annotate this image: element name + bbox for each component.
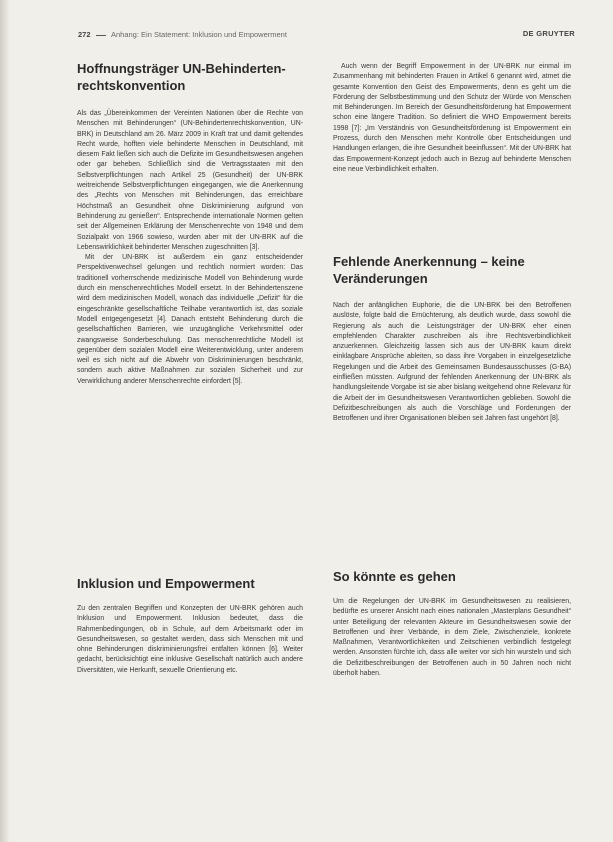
page-edge-shadow — [0, 0, 10, 842]
section-empowerment-continued — [333, 62, 571, 175]
section-heading-un-brk: Hoffnungsträger UN-Behinderten-rechtskonvention — [77, 61, 286, 93]
paragraph-so-koennte-es-gehen-1: Um die Regelungen der UN-BRK im Gesundheitswesen zu realisieren, bedürfte es unserer Ansicht nach eines nationalen „Masterplans Gesundheit“ unter Beteiligung der relevanten Akteure im Gesundheitswesen sowie der Betroffenen und ihrer Verbände, in dem Ziele, Zwischenziele, konkrete Maßnahmen, Verantwortlichkeiten und Zeitschienen verbindlich festgelegt werden. Ansonsten fürchte ich, dass alle weiter vor sich hin wursteln und sich die Defizitbeschreibungen der Betroffenen auch in 50 Jahren noch nicht überholt haben. — [333, 598, 571, 678]
section-heading-inklusion: Inklusion und Empowerment — [77, 576, 255, 591]
paragraph-fehlende-anerkennung-1: Nach der anfänglichen Euphorie, die die UN-BRK bei den Betroffenen auslöste, folgte bald die Ernüchterung, als deutlich wurde, dass sowohl die Regierung als auch die Leistungsträger der UN-BRK eher einen empfehlenden Charakter zuschreiben als ihre Rechtsverbindlichkeit anzuerkennen. Gleichzeitig lassen sich aus der UN-BRK kaum direkt einklagbare Ansprüche ableiten, so dass ihre Vorgaben in einzelgesetzliche Regelungen und die Arbeit des Gemeinsamen Bundesausschusses (G-BA) einfließen müssten. Aufgrund der fehlenden Anerkennung der UN-BRK als handlungsleitende Vorgabe ist sie aber bislang weitgehend ohne Relevanz für die Arbeit der im Gesundheitswesen Verantwortlichen geblieben. Sowohl die Defizitbeschreibungen als auch die Vorschläge und Forderungen der Betroffenen und ihrer Organisationen bleiben seit Jahren fast ungehört [8]. — [333, 302, 571, 423]
header-rule — [96, 35, 106, 36]
section-un-brk — [77, 60, 303, 387]
section-heading-so-koennte-es-gehen: So könnte es gehen — [333, 569, 456, 584]
paragraph-un-brk-2: Mit der UN-BRK ist außerdem ein ganz entscheidender Perspektivenwechsel gelungen und rechtlich normiert worden: Das traditionell vorherrschende medizinische Modell von Behinderung wurde durch ein menschenrechtliches Modell ersetzt. In der Behindertenszene wird dem medizinischen Modell, wonach das individuelle „Defizit“ für die eingeschränkte gesellschaftliche Teilhabe verantwortlich ist, das soziale Modell entgegengesetzt [4]. Danach entsteht Behinderung durch die gesellschaftlichen Barrieren, wie unzugängliche Verkehrsmittel oder zwangsweise Sonderbeschulung. Das menschenrechtliche Modell ist gegenüber dem sozialen Modell eine Weiterentwicklung, unter anderem weil es sich nicht auf die Abwehr von Diskriminierungen beschränkt, sondern auch aktive Maßnahmen zur sozialen Sicherheit und zur Verwirklichung anderer Menschenrechte einfordert [5]. — [77, 254, 303, 385]
running-title: Anhang: Ein Statement: Inklusion und Empowerment — [111, 30, 287, 39]
publisher-name: DE GRUYTER — [522, 29, 575, 38]
paragraph-empowerment: Auch wenn der Begriff Empowerment in der UN-BRK nur einmal im Zusammenhang mit behinderten Frauen in Artikel 6 genannt wird, atmet die gesamte Konvention den Geist des Empowerments, denn es geht um die Förderung der Selbstbestimmung und den Schutz der Würde von Menschen mit Behinderungen. Im Bereich der Gesundheitsförderung hat Empowerment schon eine längere Tradition. So definiert die WHO Empowerment bereits 1998 [7]: „Im Verständnis von Gesundheitsförderung ist Empowerment ein Prozess, durch den Menschen mehr Kontrolle über Entscheidungen und Handlungen erlangen, die ihre Gesundheit beeinflussen“. Mit der UN-BRK hat das Empowerment-Konzept jedoch auch in Bezug auf behinderte Menschen eine neue Verbindlichkeit erhalten. — [333, 63, 571, 173]
section-heading-fehlende-anerkennung: Fehlende Anerkennung – keine Veränderungen — [333, 254, 525, 286]
paragraph-un-brk-1: Als das „Übereinkommen der Vereinten Nationen über die Rechte von Menschen mit Behinderungen“ (UN-Behindertenrechtskonvention, UN-BRK) in Deutschland am 26. März 2009 in Kraft trat und damit geltendes Recht wurde, hofften viele behinderte Menschen in Deutschland, mit diesem Fakt ließen sich auch die Defizite im Gesundheitswesen angehen oder gar beheben. Schließlich sind die Vertragsstaaten mit den Selbstverpflichtungen nach Artikel 25 (Gesundheit) der UN-BRK weitreichende Selbstverpflichtungen eingegangen, wie die Anerkennung des „Rechts von Menschen mit Behinderungen, das erreichbare Höchstmaß an Gesundheit ohne Diskriminierung aufgrund von Behinderung zu genießen“. Entsprechende internationale Normen gelten seit der Allgemeinen Erklärung der Menschenrechte von 1948 und dem Sozialpakt von 1966 sowieso, wurden aber mit der UN-BRK auf die Lebenswirklichkeit behinderter Menschen zugeschnitten [3]. — [77, 110, 303, 251]
section-inklusion — [77, 575, 303, 676]
section-so-koennte-es-gehen — [333, 568, 571, 679]
running-head — [78, 28, 575, 42]
paragraph-inklusion-1: Zu den zentralen Begriffen und Konzepten der UN-BRK gehören auch Inklusion und Empowerment. Inklusion bedeutet, dass die Rahmenbedingungen, ob in Schule, auf dem Arbeitsmarkt oder im Gesundheitswesen, so gestaltet werden, dass sich Menschen mit und ohne Behinderungen diskriminierungsfrei entfalten können [6]. Weiter gedacht, berücksichtigt eine inklusive Gesellschaft natürlich auch andere Diversitäten, wie Herkunft, sexuelle Orientierung etc. — [77, 605, 303, 674]
page-number: 272 — [78, 30, 91, 39]
section-fehlende-anerkennung — [333, 253, 571, 425]
